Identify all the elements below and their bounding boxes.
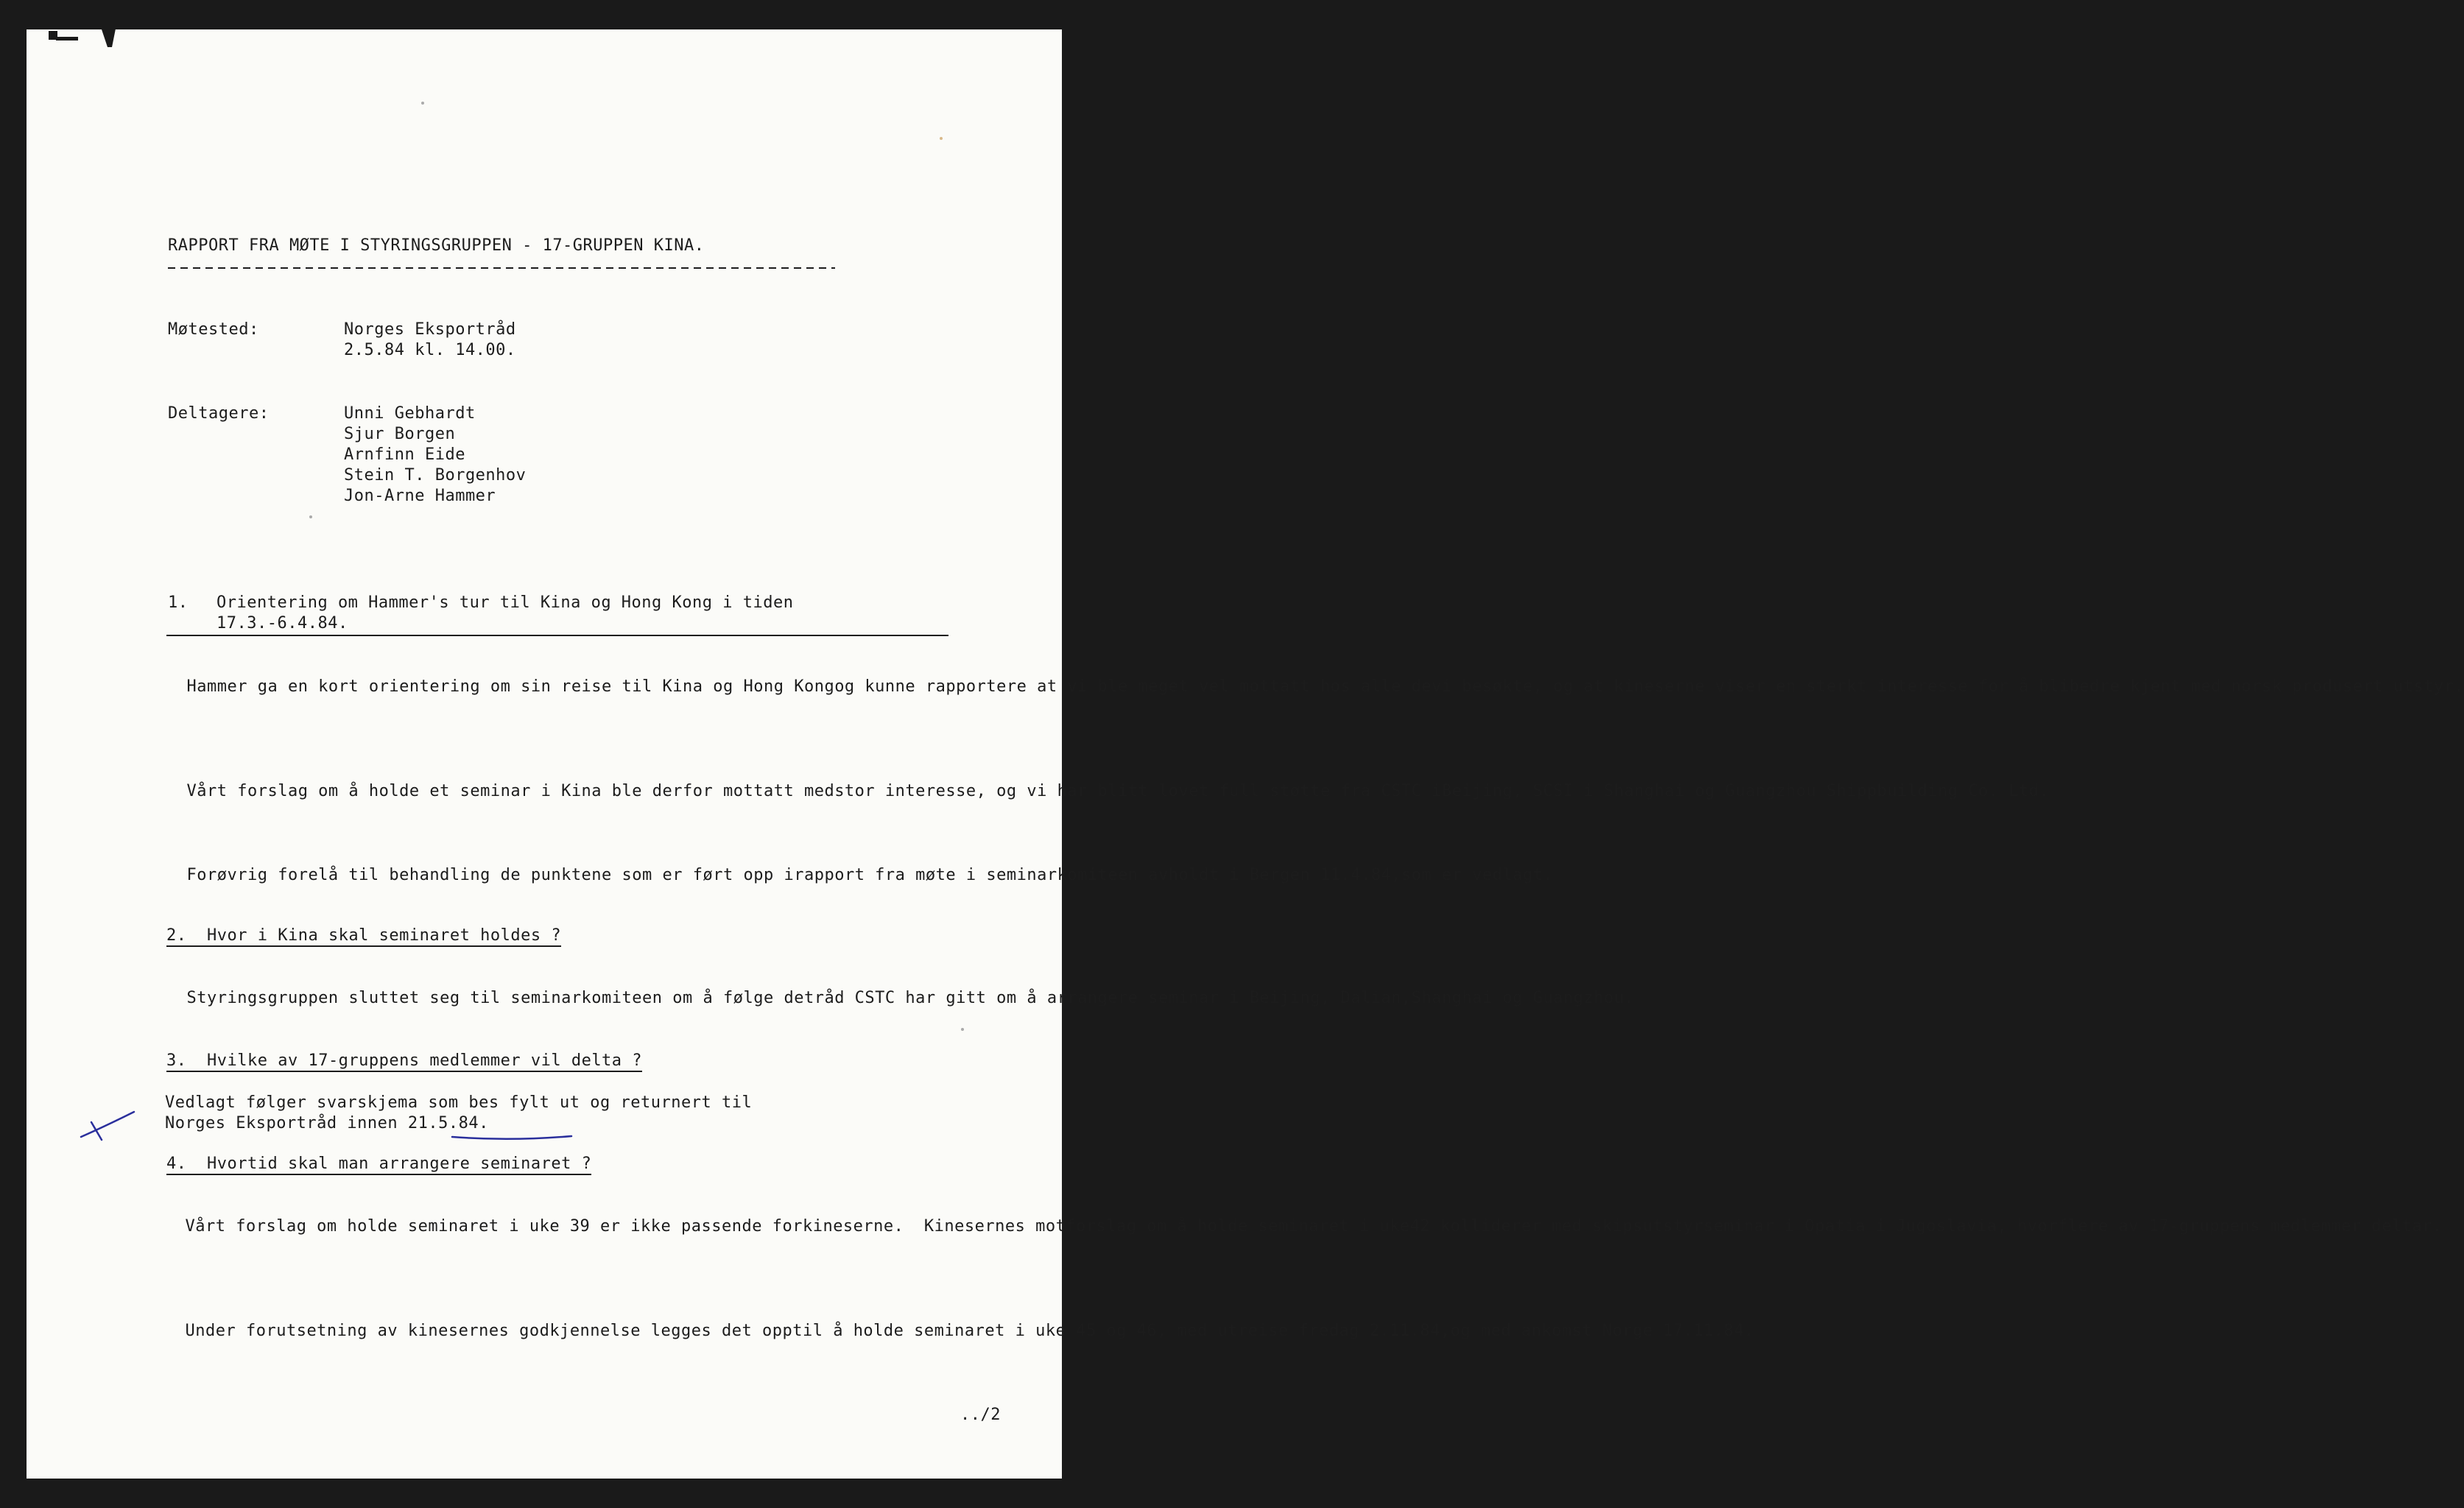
handwritten-x-mark <box>78 1107 137 1144</box>
meeting-place-label: Møtested: <box>168 320 259 339</box>
participant: Arnfinn Eide <box>344 445 465 464</box>
participant: Unni Gebhardt <box>344 404 476 423</box>
section-4-paragraph-2: Under forutsetning av kinesernes godkjennelse legges det opptil å holde seminaret i uke 45 og 46, med utreise fredag 2.11.84,og med ankomst Norge 17.11.84. <box>185 1322 1755 1340</box>
participant: Jon-Arne Hammer <box>344 487 496 505</box>
page-continuation: ../2 <box>960 1406 1001 1424</box>
section-3-line-1: Vedlagt følger svarskjema som bes fylt ut og returnert til <box>165 1093 753 1112</box>
section-1-paragraph-2: Vårt forslag om å holde et seminar i Kina ble derfor mottatt medstor interesse, og vi har blitt lovet full støtte fra CSTC iBeijing, SCSI i Shanghai og Guangzhou Shippbuilding Co. Ltd. <box>186 782 2049 800</box>
section-1-paragraph-3: Forøvrig forelå til behandling de punktene som er ført opp irapport fra møte i seminarkomiteen avholdt i Bergen 11.4.84,som er vedlagt. <box>186 866 1554 884</box>
section-4-paragraph-1: Vårt forslag om holde seminaret i uke 39 er ikke passende forkineserne. Kinesernes motforslag om å holde seminaret i uke42 kolliderer med skipsutstyrseminar i Opatia i Jugoslavia, hvorflere av 17-gruppens medlemmer deltar. <box>185 1217 2443 1236</box>
section-1-number: 1. <box>168 593 189 612</box>
participant: Sjur Borgen <box>344 425 456 443</box>
paper-speck <box>940 137 943 140</box>
section-4-heading: 4. Hvortid skal man arrangere seminaret ? <box>166 1154 591 1174</box>
meeting-time: 2.5.84 kl. 14.00. <box>344 341 516 359</box>
paper-speck <box>961 1028 964 1031</box>
participant: Stein T. Borgenhov <box>344 466 527 485</box>
section-1-heading-line2: 17.3.-6.4.84. <box>217 614 348 633</box>
deadline-date: 21.5.84. <box>407 1114 489 1132</box>
section-1-underline <box>166 635 948 636</box>
paper-speck <box>421 102 424 105</box>
paper-speck <box>309 515 312 518</box>
section-2-paragraph: Styringsgruppen sluttet seg til seminarkomiteen om å følge detråd CSTC har gitt om å arrangere seminar i Beijing, Dalian,Shanghai og Guangzhou. <box>186 989 1635 1007</box>
handwritten-underline <box>451 1132 573 1143</box>
section-3-line-2: Norges Eksportråd innen 21.5.84. <box>165 1114 489 1132</box>
meeting-place: Norges Eksportråd <box>344 320 516 339</box>
staple-mark <box>49 25 122 54</box>
section-3-heading: 3. Hvilke av 17-gruppens medlemmer vil delta ? <box>166 1051 642 1071</box>
participants-label: Deltagere: <box>168 404 270 423</box>
section-1-paragraph-1: Hammer ga en kort orientering om sin reise til Kina og Hong Kongog kunne rapportere at vi ble meget vel mottatt hos alle devi besøkte, og at kineserne viser en sterkt interesse for å blibedre kjent med norsk produsert utstyr. <box>186 677 2464 696</box>
title-dashed-rule <box>168 267 835 269</box>
page-title: RAPPORT FRA MØTE I STYRINGSGRUPPEN - 17-GRUPPEN KINA. <box>168 236 705 255</box>
section-1-heading-line1: Orientering om Hammer's tur til Kina og Hong Kong i tiden <box>217 593 794 612</box>
section-2-heading: 2. Hvor i Kina skal seminaret holdes ? <box>166 926 561 946</box>
